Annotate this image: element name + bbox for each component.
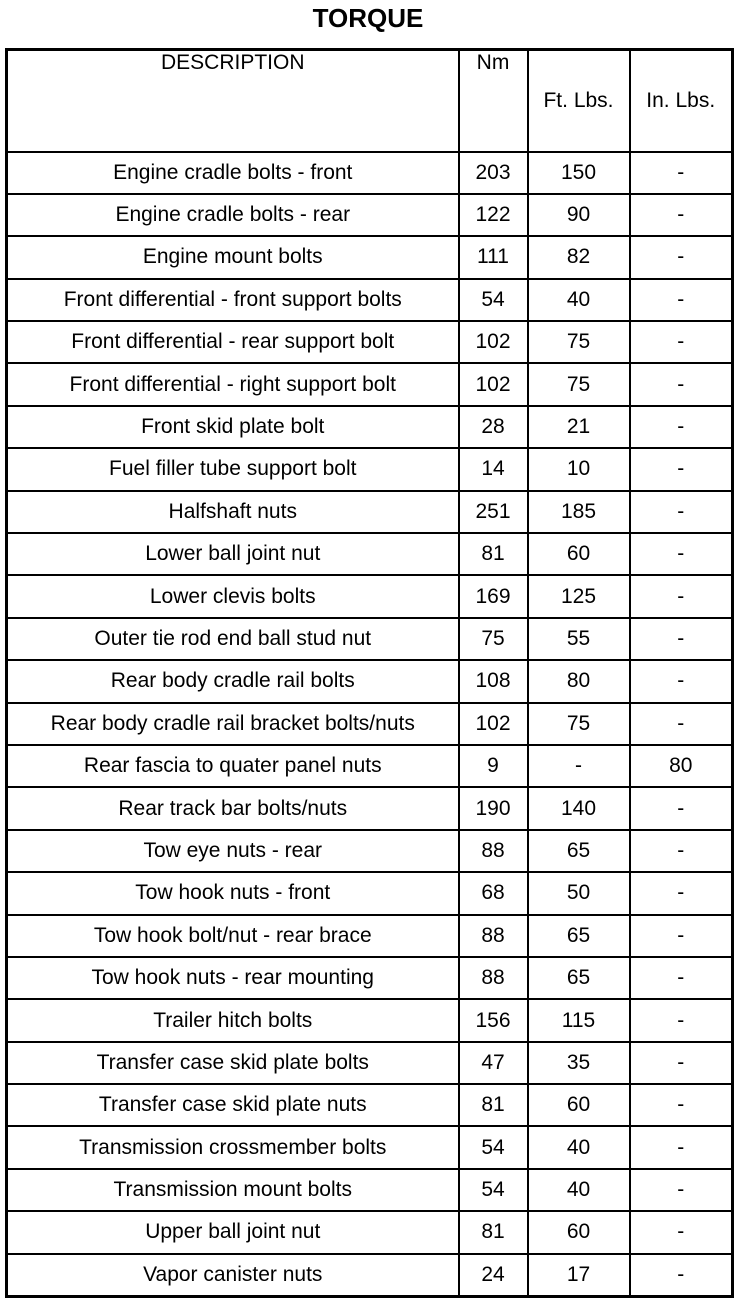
nm-cell: 190 [459, 787, 528, 829]
nm-cell: 81 [459, 533, 528, 575]
ft-lbs-cell: 65 [528, 830, 630, 872]
description-cell: Front skid plate bolt [7, 406, 459, 448]
nm-cell: 102 [459, 703, 528, 745]
page-title: TORQUE [312, 3, 424, 33]
in-lbs-cell: - [630, 279, 733, 321]
table-row [7, 406, 733, 448]
description-cell: Front differential - rear support bolt [7, 321, 459, 363]
nm-cell: 81 [459, 1084, 528, 1126]
ft-lbs-cell: 75 [528, 321, 630, 363]
description-cell: Trailer hitch bolts [7, 999, 459, 1041]
in-lbs-cell: - [630, 491, 733, 533]
nm-cell: 169 [459, 575, 528, 617]
nm-cell: 102 [459, 321, 528, 363]
in-lbs-cell: - [630, 703, 733, 745]
ft-lbs-cell: 140 [528, 787, 630, 829]
table-row [7, 194, 733, 236]
nm-cell: 75 [459, 618, 528, 660]
ft-lbs-cell: 185 [528, 491, 630, 533]
in-lbs-cell: - [630, 787, 733, 829]
ft-lbs-cell: 60 [528, 1084, 630, 1126]
description-cell: Front differential - front support bolts [7, 279, 459, 321]
description-cell: Rear body cradle rail bolts [7, 660, 459, 702]
in-lbs-cell: - [630, 1169, 733, 1211]
table-row [7, 1084, 733, 1126]
ft-lbs-cell: 60 [528, 533, 630, 575]
ft-lbs-cell: 125 [528, 575, 630, 617]
ft-lbs-cell: 150 [528, 152, 630, 194]
table-row [7, 533, 733, 575]
nm-cell: 102 [459, 363, 528, 405]
in-lbs-cell: - [630, 1084, 733, 1126]
in-lbs-cell: - [630, 533, 733, 575]
ft-lbs-cell: 60 [528, 1211, 630, 1253]
table-row [7, 448, 733, 490]
description-cell: Transmission crossmember bolts [7, 1126, 459, 1168]
in-lbs-cell: - [630, 575, 733, 617]
ft-lbs-cell: 21 [528, 406, 630, 448]
description-cell: Tow eye nuts - rear [7, 830, 459, 872]
nm-cell: 111 [459, 236, 528, 278]
nm-cell: 24 [459, 1254, 528, 1296]
description-cell: Lower ball joint nut [7, 533, 459, 575]
nm-cell: 88 [459, 915, 528, 957]
table-row [7, 787, 733, 829]
ft-lbs-cell: 65 [528, 957, 630, 999]
ft-lbs-cell: 90 [528, 194, 630, 236]
in-lbs-cell: - [630, 915, 733, 957]
nm-cell: 54 [459, 1169, 528, 1211]
description-cell: Tow hook nuts - rear mounting [7, 957, 459, 999]
table-row [7, 152, 733, 194]
table-row [7, 703, 733, 745]
description-cell: Transfer case skid plate nuts [7, 1084, 459, 1126]
ft-lbs-cell: - [528, 745, 630, 787]
in-lbs-cell: - [630, 1254, 733, 1296]
nm-cell: 47 [459, 1042, 528, 1084]
nm-cell: 122 [459, 194, 528, 236]
in-lbs-cell: - [630, 1211, 733, 1253]
description-cell: Rear fascia to quater panel nuts [7, 745, 459, 787]
description-cell: Vapor canister nuts [7, 1254, 459, 1296]
ft-lbs-cell: 40 [528, 1126, 630, 1168]
ft-lbs-cell: 65 [528, 915, 630, 957]
in-lbs-cell: - [630, 321, 733, 363]
column-header-ft-lbs: Ft. Lbs. [528, 50, 630, 152]
ft-lbs-cell: 115 [528, 999, 630, 1041]
in-lbs-cell: - [630, 1126, 733, 1168]
ft-lbs-cell: 17 [528, 1254, 630, 1296]
in-lbs-cell: - [630, 236, 733, 278]
description-cell: Engine cradle bolts - front [7, 152, 459, 194]
table-row [7, 1042, 733, 1084]
description-cell: Outer tie rod end ball stud nut [7, 618, 459, 660]
nm-cell: 203 [459, 152, 528, 194]
nm-cell: 88 [459, 957, 528, 999]
table-row [7, 618, 733, 660]
in-lbs-cell: - [630, 406, 733, 448]
ft-lbs-cell: 75 [528, 703, 630, 745]
table-body [7, 152, 733, 1297]
in-lbs-cell: - [630, 194, 733, 236]
description-cell: Tow hook bolt/nut - rear brace [7, 915, 459, 957]
in-lbs-cell: 80 [630, 745, 733, 787]
in-lbs-cell: - [630, 999, 733, 1041]
ft-lbs-cell: 75 [528, 363, 630, 405]
description-cell: Front differential - right support bolt [7, 363, 459, 405]
ft-lbs-cell: 82 [528, 236, 630, 278]
table-row [7, 999, 733, 1041]
torque-table [5, 48, 734, 1298]
ft-lbs-cell: 40 [528, 1169, 630, 1211]
description-cell: Upper ball joint nut [7, 1211, 459, 1253]
in-lbs-cell: - [630, 957, 733, 999]
description-cell: Engine cradle bolts - rear [7, 194, 459, 236]
nm-cell: 28 [459, 406, 528, 448]
in-lbs-cell: - [630, 872, 733, 914]
description-cell: Transfer case skid plate bolts [7, 1042, 459, 1084]
description-cell: Fuel filler tube support bolt [7, 448, 459, 490]
in-lbs-cell: - [630, 660, 733, 702]
nm-cell: 108 [459, 660, 528, 702]
nm-cell: 68 [459, 872, 528, 914]
description-cell: Tow hook nuts - front [7, 872, 459, 914]
description-cell: Halfshaft nuts [7, 491, 459, 533]
nm-cell: 156 [459, 999, 528, 1041]
nm-cell: 81 [459, 1211, 528, 1253]
column-header-nm: Nm [459, 50, 528, 152]
description-cell: Rear body cradle rail bracket bolts/nuts [7, 703, 459, 745]
table-row [7, 575, 733, 617]
table-row [7, 660, 733, 702]
table-row [7, 1169, 733, 1211]
table-row [7, 321, 733, 363]
description-cell: Transmission mount bolts [7, 1169, 459, 1211]
nm-cell: 88 [459, 830, 528, 872]
table-header-row [7, 50, 733, 152]
table-row [7, 236, 733, 278]
table-row [7, 491, 733, 533]
table-row [7, 1254, 733, 1296]
description-cell: Lower clevis bolts [7, 575, 459, 617]
table-row [7, 363, 733, 405]
nm-cell: 54 [459, 279, 528, 321]
ft-lbs-cell: 80 [528, 660, 630, 702]
nm-cell: 14 [459, 448, 528, 490]
in-lbs-cell: - [630, 448, 733, 490]
table-row [7, 1211, 733, 1253]
ft-lbs-cell: 50 [528, 872, 630, 914]
ft-lbs-cell: 10 [528, 448, 630, 490]
table-row [7, 279, 733, 321]
nm-cell: 251 [459, 491, 528, 533]
in-lbs-cell: - [630, 152, 733, 194]
table-row [7, 957, 733, 999]
table-row [7, 915, 733, 957]
in-lbs-cell: - [630, 830, 733, 872]
table-row [7, 745, 733, 787]
ft-lbs-cell: 35 [528, 1042, 630, 1084]
table-row [7, 872, 733, 914]
table-row [7, 1126, 733, 1168]
column-header-in-lbs: In. Lbs. [630, 50, 733, 152]
in-lbs-cell: - [630, 618, 733, 660]
column-header-description: DESCRIPTION [7, 50, 459, 152]
ft-lbs-cell: 55 [528, 618, 630, 660]
description-cell: Engine mount bolts [7, 236, 459, 278]
nm-cell: 9 [459, 745, 528, 787]
in-lbs-cell: - [630, 363, 733, 405]
in-lbs-cell: - [630, 1042, 733, 1084]
ft-lbs-cell: 40 [528, 279, 630, 321]
description-cell: Rear track bar bolts/nuts [7, 787, 459, 829]
table-row [7, 830, 733, 872]
nm-cell: 54 [459, 1126, 528, 1168]
